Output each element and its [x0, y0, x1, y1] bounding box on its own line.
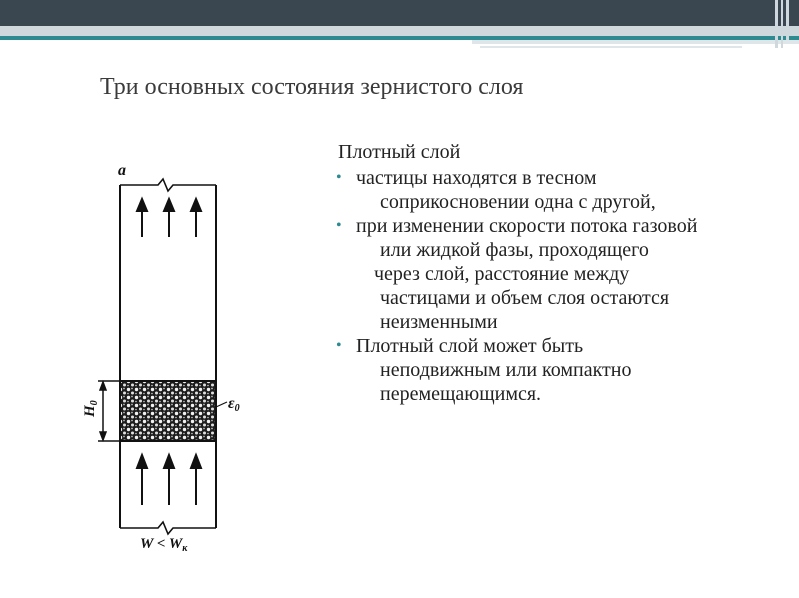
bullet-item-velocity [332, 214, 792, 334]
figure-label-a: a [118, 162, 126, 179]
bullet-text: или жидкой фазы, проходящего [380, 239, 649, 261]
velocity-condition-label [140, 536, 188, 554]
dense-granular-bed [120, 381, 216, 441]
bullet-text: через слой, расстояние между [374, 263, 630, 285]
bullet-text: частицами и объем слоя остаются [380, 287, 670, 309]
bed-height-dimension [98, 381, 120, 441]
lower-flow-arrows [137, 455, 201, 505]
bed-height-label [82, 400, 100, 418]
bullet-text: перемещающимся. [380, 383, 542, 405]
upper-flow-arrows [137, 199, 201, 237]
section-heading: Плотный слой [338, 141, 461, 163]
header-bar [0, 0, 799, 26]
header-band [0, 26, 799, 36]
bullet-item-mobility [332, 334, 792, 406]
bed-height-letter: H [82, 405, 98, 417]
bullet-text: соприкосновении одна с другой, [380, 191, 656, 213]
bullet-text: • при изменении скорости потока газовой [356, 215, 698, 237]
slide-content [332, 140, 792, 406]
velocity-condition-subscript: к [182, 543, 188, 554]
bullet-text: • частицы находятся в тесном [356, 167, 597, 189]
top-break-line [120, 179, 216, 191]
velocity-condition: W < W [140, 536, 183, 552]
header-decoration-thin [480, 46, 742, 48]
header-corner-decoration [771, 0, 799, 48]
bed-height-subscript: 0 [89, 400, 100, 406]
granular-bed-diagram [70, 155, 270, 555]
header-decoration [472, 40, 799, 44]
porosity-label [228, 395, 240, 414]
bullet-text: неизменными [380, 311, 498, 333]
bullet-text: • Плотный слой может быть [356, 335, 584, 357]
porosity-letter: ε [228, 395, 235, 412]
porosity-leader [216, 402, 227, 407]
slide-title: Три основных состояния зернистого слоя [100, 74, 524, 100]
porosity-subscript: 0 [234, 403, 240, 414]
bottom-break-line [120, 522, 216, 534]
bullet-item-contact [332, 166, 792, 214]
bullet-text: неподвижным или компактно [380, 359, 632, 381]
